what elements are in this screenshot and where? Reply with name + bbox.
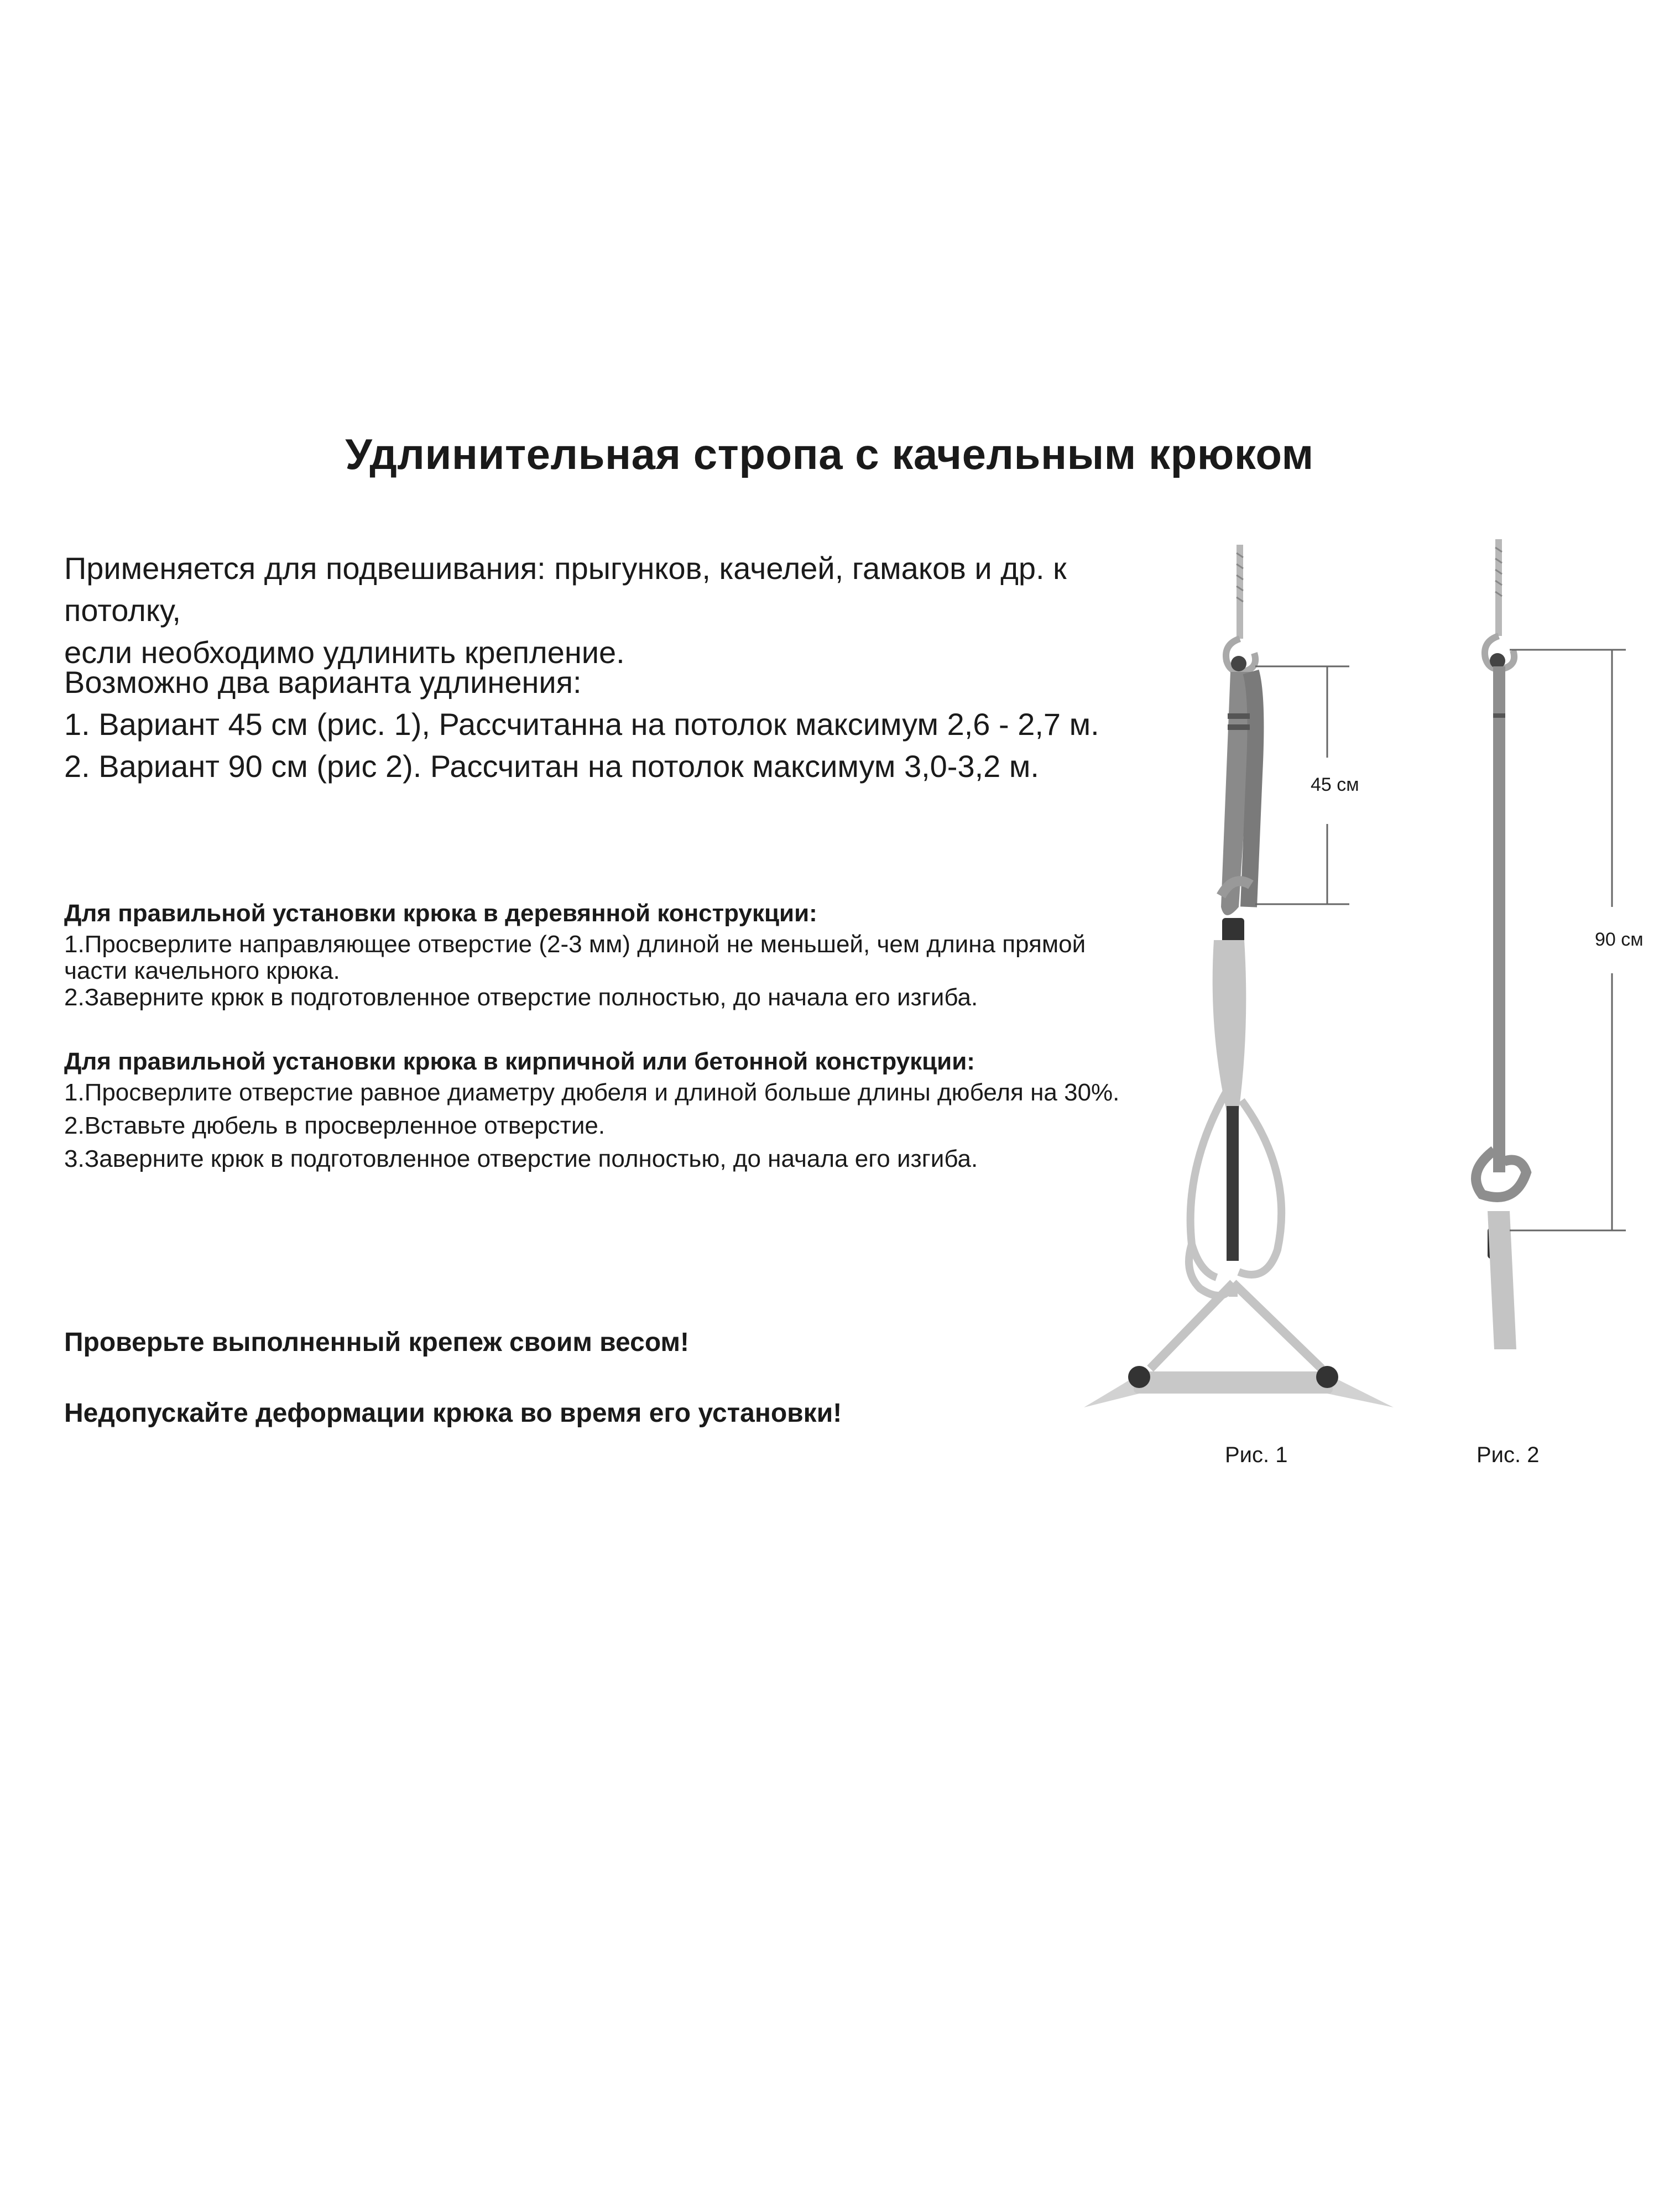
warning-check: Проверьте выполненный крепеж своим весом! <box>64 1328 689 1357</box>
strap-loop <box>1221 672 1254 915</box>
brick-instructions <box>64 1048 1159 1179</box>
intro-line: Применяется для подвешивания: прыгунков, качелей, гамаков и др. к потолку, <box>64 551 1067 628</box>
strap-long <box>1493 666 1505 1172</box>
variant-item: 1. Вариант 45 см (рис. 1), Рассчитанна на потолок максимум 2,6 - 2,7 м. <box>64 707 1099 742</box>
dimension-90 <box>1510 650 1626 1230</box>
variants-heading: Возможно два варианта удлинения: <box>64 665 582 700</box>
hook-icon <box>1485 539 1514 669</box>
dimension-label: 45 см <box>1311 774 1359 795</box>
strap-long <box>1213 940 1246 1112</box>
wood-instructions <box>64 900 1159 1011</box>
variant-item: 2. Вариант 90 см (рис 2). Рассчитан на потолок максимум 3,0-3,2 м. <box>64 749 1039 784</box>
warning-deform: Недопускайте деформации крюка во время его установки! <box>64 1399 842 1428</box>
section-heading: Для правильной установки крюка в кирпичной или бетонной конструкции: <box>64 1048 975 1075</box>
page-title: Удлинительная стропа с качельным крюком <box>345 430 1314 478</box>
instruction-step: 2.Вставьте дюбель в просверленное отверстие. <box>64 1112 606 1139</box>
instruction-step: части качельного крюка. <box>64 957 340 984</box>
instruction-step: 2.Заверните крюк в подготовленное отверстие полностью, до начала его изгиба. <box>64 984 978 1011</box>
figure-2 <box>1476 539 1644 1467</box>
dimension-45 <box>1255 666 1349 904</box>
hook-icon <box>1226 545 1255 672</box>
variants-list <box>64 661 1170 787</box>
dimension-label: 90 см <box>1595 929 1644 950</box>
harness-triangle <box>1150 1283 1322 1369</box>
section-heading: Для правильной установки крюка в деревянной конструкции: <box>64 900 817 927</box>
buckle-icon <box>1488 1228 1507 1259</box>
instruction-step: 1.Просверлите направляющее отверстие (2-3 мм) длиной не меньшей, чем длина прямой <box>64 931 1086 958</box>
strap-end <box>1488 1211 1516 1349</box>
buckle-icon <box>1222 918 1244 946</box>
instruction-step: 1.Просверлите отверстие равное диаметру дюбеля и длиной больше длины дюбеля на 30%. <box>64 1079 1120 1106</box>
intro-line: если необходимо удлинить крепление. <box>64 635 625 670</box>
figure-caption: Рис. 1 <box>1225 1443 1288 1467</box>
seat-bar <box>1084 1374 1394 1407</box>
instruction-step: 3.Заверните крюк в подготовленное отверстие полностью, до начала его изгиба. <box>64 1145 978 1172</box>
figure-caption: Рис. 2 <box>1477 1443 1540 1467</box>
intro-text <box>64 547 1170 674</box>
